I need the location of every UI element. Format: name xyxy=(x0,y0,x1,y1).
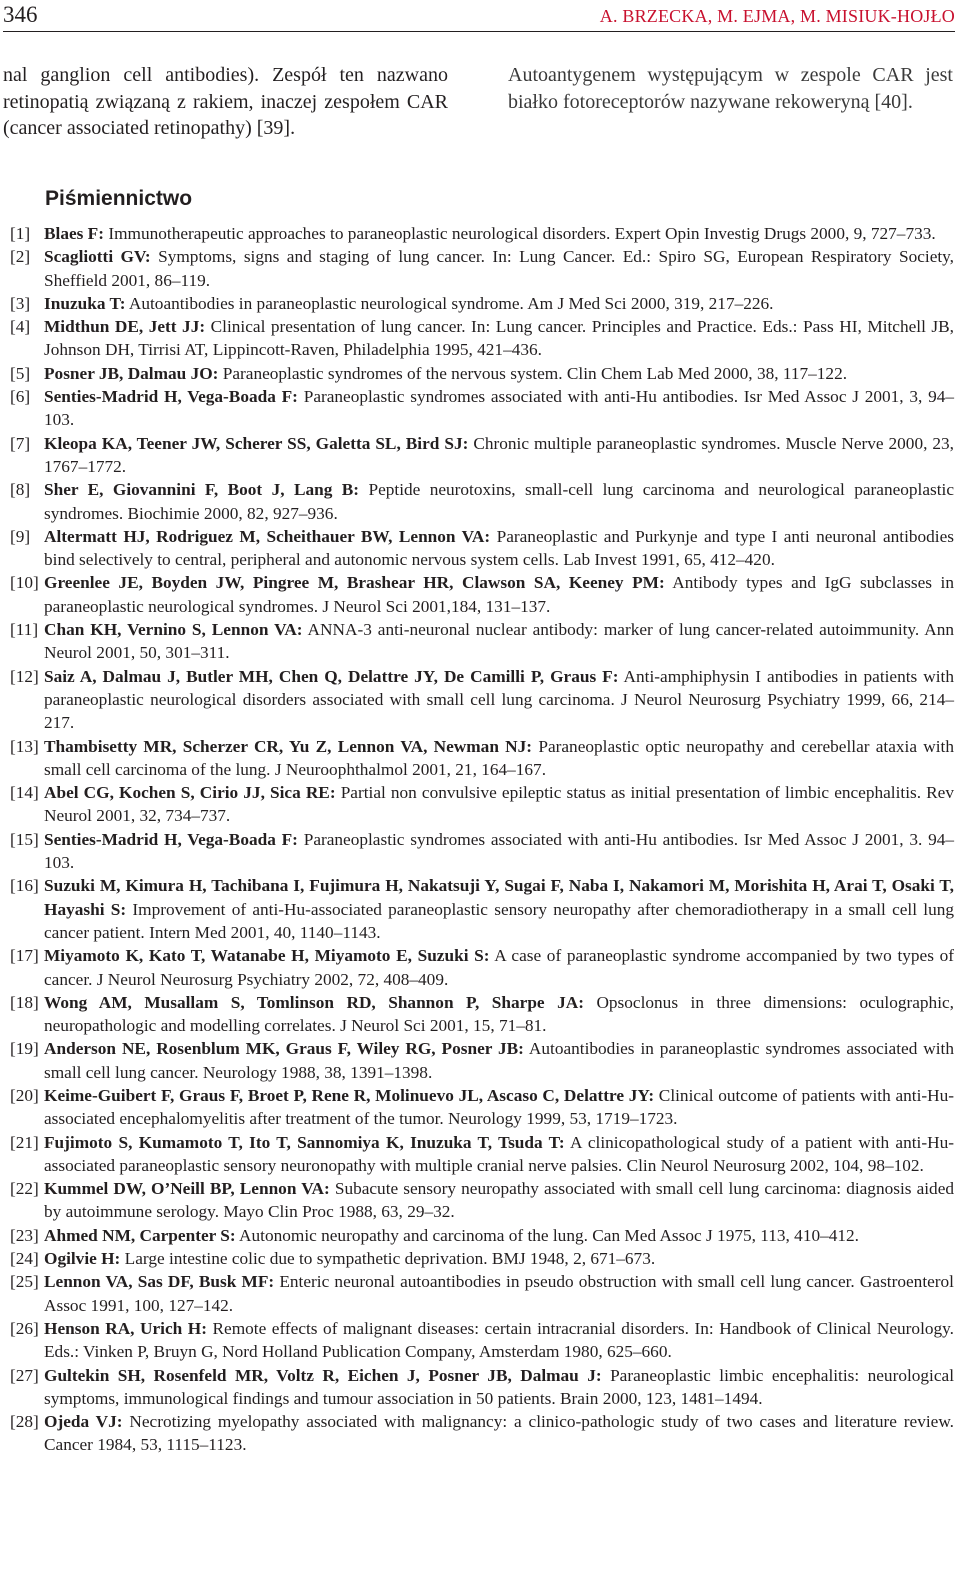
reference-item xyxy=(10,385,954,432)
reference-number: [15] xyxy=(10,829,39,849)
reference-authors: Sher E, Giovannini F, Boot J, Lang B: xyxy=(44,480,360,500)
reference-number: [12] xyxy=(10,666,39,686)
reference-authors: Gultekin SH, Rosenfeld MR, Voltz R, Eichen J, Posner JB, Dalmau J: xyxy=(44,1365,602,1385)
reference-item xyxy=(10,618,954,665)
reference-item xyxy=(10,571,954,618)
reference-authors: Chan KH, Vernino S, Lennon VA: xyxy=(44,620,303,640)
reference-text: Improvement of anti-Hu-associated paraneoplastic sensory neuropathy after chemoradiotherapy in a small cell lung cancer patient. Intern Med 2001, 40, 1140–1143. xyxy=(44,899,954,942)
reference-text: Large intestine colic due to sympathetic deprivation. BMJ 1948, 2, 671–673. xyxy=(124,1249,656,1269)
body-text-right-column: Autoantygenem występującym w zespole CAR jest białko fotoreceptorów nazywane rekoweryną [40]. xyxy=(508,64,953,113)
reference-text: A case of paraneoplastic syndrome accompanied by two types of cancer. J Neurol Neurosurg Psychiatry 2002, 72, 408–409. xyxy=(44,946,954,989)
reference-text: Clinical outcome of patients with anti-Hu-associated encephalomyelitis after treatment of the tumor. Neurology 1999, 53, 1719–1723. xyxy=(44,1085,954,1129)
reference-item xyxy=(10,478,954,525)
reference-item xyxy=(10,1131,954,1178)
reference-authors: Kleopa KA, Teener JW, Scherer SS, Galetta SL, Bird SJ: xyxy=(44,433,469,453)
reference-text: Antibody types and IgG subclasses in paraneoplastic neurological syndromes. J Neurol Sci 2001,184, 131–137. xyxy=(44,573,954,616)
reference-authors: Anderson NE, Rosenblum MK, Graus F, Wiley RG, Posner JB: xyxy=(44,1039,524,1059)
reference-authors: Senties-Madrid H, Vega-Boada F: xyxy=(44,829,298,849)
reference-authors: Greenlee JE, Boyden JW, Pingree M, Brashear HR, Clawson SA, Keeney PM: xyxy=(44,573,665,593)
reference-text: Clinical presentation of lung cancer. In: Lung cancer. Principles and Practice. Eds.: Pass HI, Mitchell JB, Johnson DH, Tirrisi AT, Lippincott-Raven, Philadelphia 1995, 421–436. xyxy=(44,317,954,360)
reference-number: [3] xyxy=(10,293,31,313)
reference-authors: Senties-Madrid H, Vega-Boada F: xyxy=(44,387,298,407)
reference-authors: Midthun DE, Jett JJ: xyxy=(44,317,206,337)
reference-authors: Scagliotti GV: xyxy=(44,247,151,267)
reference-text: Paraneoplastic syndromes associated with anti-Hu antibodies. Isr Med Assoc J 2001, 3, 94–103. xyxy=(44,387,955,430)
reference-number: [9] xyxy=(10,526,31,546)
reference-number: [4] xyxy=(10,317,31,337)
reference-item xyxy=(10,1224,954,1247)
references-heading: Piśmiennictwo xyxy=(45,187,193,210)
reference-item xyxy=(10,874,954,944)
reference-text: Autonomic neuropathy and carcinoma of the lung. Can Med Assoc J 1975, 113, 410–412. xyxy=(239,1225,859,1245)
reference-item xyxy=(10,991,954,1038)
reference-item xyxy=(10,1247,954,1270)
reference-text: Anti-amphiphysin I antibodies in patients with paraneoplastic neurological disorders associated with small cell lung carcinoma. J Neurol Neurosurg Psychiatry 1999, 66, 214–217. xyxy=(44,666,954,733)
reference-authors: Blaes F: xyxy=(44,224,104,243)
reference-number: [11] xyxy=(10,620,39,640)
reference-authors: Posner JB, Dalmau JO: xyxy=(44,363,219,383)
reference-text: Paraneoplastic limbic encephalitis: neurological symptoms, immunological findings and tumour association in 50 patients. Brain 2000, 123, 1481–1494. xyxy=(44,1365,954,1408)
reference-text: Chronic multiple paraneoplastic syndromes. Muscle Nerve 2000, 23, 1767–1772. xyxy=(44,433,954,476)
reference-item xyxy=(10,1270,954,1317)
reference-text: Autoantibodies in paraneoplastic syndromes associated with small cell lung cancer. Neurology 1988, 38, 1391–1398. xyxy=(44,1039,954,1082)
reference-text: A clinicopathological study of a patient with anti-Hu-associated paraneoplastic sensory neuronopathy with multiple cranial nerve palsies. Clin Neurol Neurosurg 2002, 104, 98–102. xyxy=(44,1132,954,1175)
reference-authors: Lennon VA, Sas DF, Busk MF: xyxy=(44,1272,275,1292)
reference-text: Subacute sensory neuropathy associated with small cell lung carcinoma: diagnosis aided by autoimmune serology. Mayo Clin Proc 1988, 63, 29–32. xyxy=(44,1179,955,1222)
reference-authors: Keime-Guibert F, Graus F, Broet P, Rene R, Molinuevo JL, Ascaso C, Delattre JY: xyxy=(44,1085,655,1105)
reference-authors: Suzuki M, Kimura H, Tachibana I, Fujimura H, Nakatsuji Y, Sugai F, Naba I, Nakamori M, Morishita H, Arai T, Osaki T, Hayashi S: xyxy=(44,876,954,919)
reference-item xyxy=(10,222,954,245)
reference-number: [5] xyxy=(10,363,31,383)
reference-item xyxy=(10,362,954,385)
reference-text: ANNA-3 anti-neuronal nuclear antibody: marker of lung cancer-related autoimmunity. Ann Neurol 2001, 50, 301–311. xyxy=(44,620,954,663)
reference-number: [25] xyxy=(10,1272,39,1292)
reference-authors: Miyamoto K, Kato T, Watanabe H, Miyamoto E, Suzuki S: xyxy=(44,946,490,966)
reference-text: Remote effects of malignant diseases: certain intracranial disorders. In: Handbook of Clinical Neurology. Eds.: Vinken P, Bruyn G, Nord Holland Publication Company, Amsterdam 1980, 625–660. xyxy=(44,1318,954,1362)
reference-text: Immunotherapeutic approaches to paraneoplastic neurological disorders. Expert Opin Investig Drugs 2000, 9, 727–733. xyxy=(108,224,936,243)
reference-item xyxy=(10,1084,954,1131)
reference-authors: Saiz A, Dalmau J, Butler MH, Chen Q, Delattre JY, De Camilli P, Graus F: xyxy=(44,666,619,686)
reference-text: Necrotizing myelopathy associated with malignancy: a clinico-pathologic study of two cases and literature review. Cancer 1984, 53, 1115–1123. xyxy=(44,1412,954,1455)
reference-number: [23] xyxy=(10,1225,39,1245)
reference-number: [6] xyxy=(10,387,31,407)
reference-authors: Ojeda VJ: xyxy=(44,1412,123,1432)
reference-number: [19] xyxy=(10,1039,39,1059)
reference-authors: Henson RA, Urich H: xyxy=(44,1318,207,1338)
reference-number: [10] xyxy=(10,573,39,593)
reference-text: Partial non convulsive epileptic status as initial presentation of limbic encephalitis. Rev Neurol 2001, 32, 734–737. xyxy=(44,783,954,826)
page-number: 346 xyxy=(3,2,38,27)
reference-number: [26] xyxy=(10,1318,39,1338)
reference-item xyxy=(10,781,954,828)
reference-authors: Thambisetty MR, Scherzer CR, Yu Z, Lennon VA, Newman NJ: xyxy=(44,736,533,756)
reference-number: [2] xyxy=(10,247,31,267)
body-text-left-column: nal ganglion cell antibodies). Zespół ten nazwano retinopatią związaną z rakiem, inaczej zespołem CAR (cancer associated retinopathy) [39]. xyxy=(3,64,448,139)
reference-item xyxy=(10,245,954,292)
reference-number: [24] xyxy=(10,1249,39,1269)
reference-number: [8] xyxy=(10,480,31,500)
reference-item xyxy=(10,292,954,315)
reference-item xyxy=(10,1410,954,1457)
reference-number: [17] xyxy=(10,946,39,966)
header-authors: A. BRZECKA, M. EJMA, M. MISIUK-HOJŁO xyxy=(599,6,955,26)
reference-text: Paraneoplastic syndromes of the nervous system. Clin Chem Lab Med 2000, 38, 117–122. xyxy=(222,363,848,383)
reference-text: Paraneoplastic syndromes associated with anti-Hu antibodies. Isr Med Assoc J 2001, 3. 94–103. xyxy=(44,829,955,873)
reference-text: Paraneoplastic optic neuropathy and cerebellar ataxia with small cell carcinoma of the lung. J Neuroophthalmol 2001, 21, 164–167. xyxy=(44,736,954,779)
reference-authors: Wong AM, Musallam S, Tomlinson RD, Shannon P, Sharpe JA: xyxy=(44,992,584,1012)
reference-text: Autoantibodies in paraneoplastic neurological syndrome. Am J Med Sci 2000, 319, 217–226. xyxy=(128,293,774,313)
reference-item xyxy=(10,1317,954,1364)
running-header xyxy=(3,0,955,32)
reference-authors: Ahmed NM, Carpenter S: xyxy=(44,1225,236,1245)
reference-item xyxy=(10,1364,954,1411)
reference-number: [21] xyxy=(10,1132,39,1152)
reference-number: [18] xyxy=(10,992,39,1012)
reference-item xyxy=(10,1177,954,1224)
reference-item xyxy=(10,525,954,572)
reference-authors: Fujimoto S, Kumamoto T, Ito T, Sannomiya K, Inuzuka T, Tsuda T: xyxy=(44,1132,565,1152)
reference-text: Symptoms, signs and staging of lung cancer. In: Lung Cancer. Ed.: Spiro SG, European Respiratory Society, Sheffield 2001, 86–119. xyxy=(44,247,955,290)
reference-text: Enteric neuronal autoantibodies in pseudo obstruction with small cell lung cancer. Gastroenterol Assoc 1991, 100, 127–142. xyxy=(44,1272,954,1315)
reference-text: Peptide neurotoxins, small-cell lung carcinoma and neurological paraneoplastic syndromes. Biochimie 2000, 82, 927–936. xyxy=(44,480,955,523)
reference-authors: Ogilvie H: xyxy=(44,1249,121,1269)
reference-number: [20] xyxy=(10,1085,39,1105)
reference-list xyxy=(10,222,954,1457)
reference-authors: Abel CG, Kochen S, Cirio JJ, Sica RE: xyxy=(44,783,336,803)
reference-text: Paraneoplastic and Purkynje and type I anti neuronal antibodies bind selectively to central, peripheral and autonomic nervous system cells. Lab Invest 1991, 65, 412–420. xyxy=(44,526,955,570)
reference-item xyxy=(10,665,954,735)
reference-number: [13] xyxy=(10,736,39,756)
reference-number: [22] xyxy=(10,1179,39,1199)
reference-item xyxy=(10,735,954,782)
reference-number: [14] xyxy=(10,783,39,803)
reference-authors: Inuzuka T: xyxy=(44,293,126,313)
reference-item xyxy=(10,944,954,991)
reference-number: [1] xyxy=(10,224,31,243)
reference-number: [27] xyxy=(10,1365,39,1385)
reference-item xyxy=(10,315,954,362)
reference-item xyxy=(10,432,954,479)
reference-number: [7] xyxy=(10,433,31,453)
reference-item xyxy=(10,1037,954,1084)
reference-authors: Kummel DW, O’Neill BP, Lennon VA: xyxy=(44,1179,330,1199)
reference-authors: Altermatt HJ, Rodriguez M, Scheithauer BW, Lennon VA: xyxy=(44,526,491,546)
reference-item xyxy=(10,828,954,875)
reference-number: [16] xyxy=(10,876,39,896)
reference-text: Opsoclonus in three dimensions: oculographic, neuropathologic and modelling correlates. J Neurol Sci 2001, 15, 71–81. xyxy=(44,992,954,1036)
reference-number: [28] xyxy=(10,1412,39,1432)
